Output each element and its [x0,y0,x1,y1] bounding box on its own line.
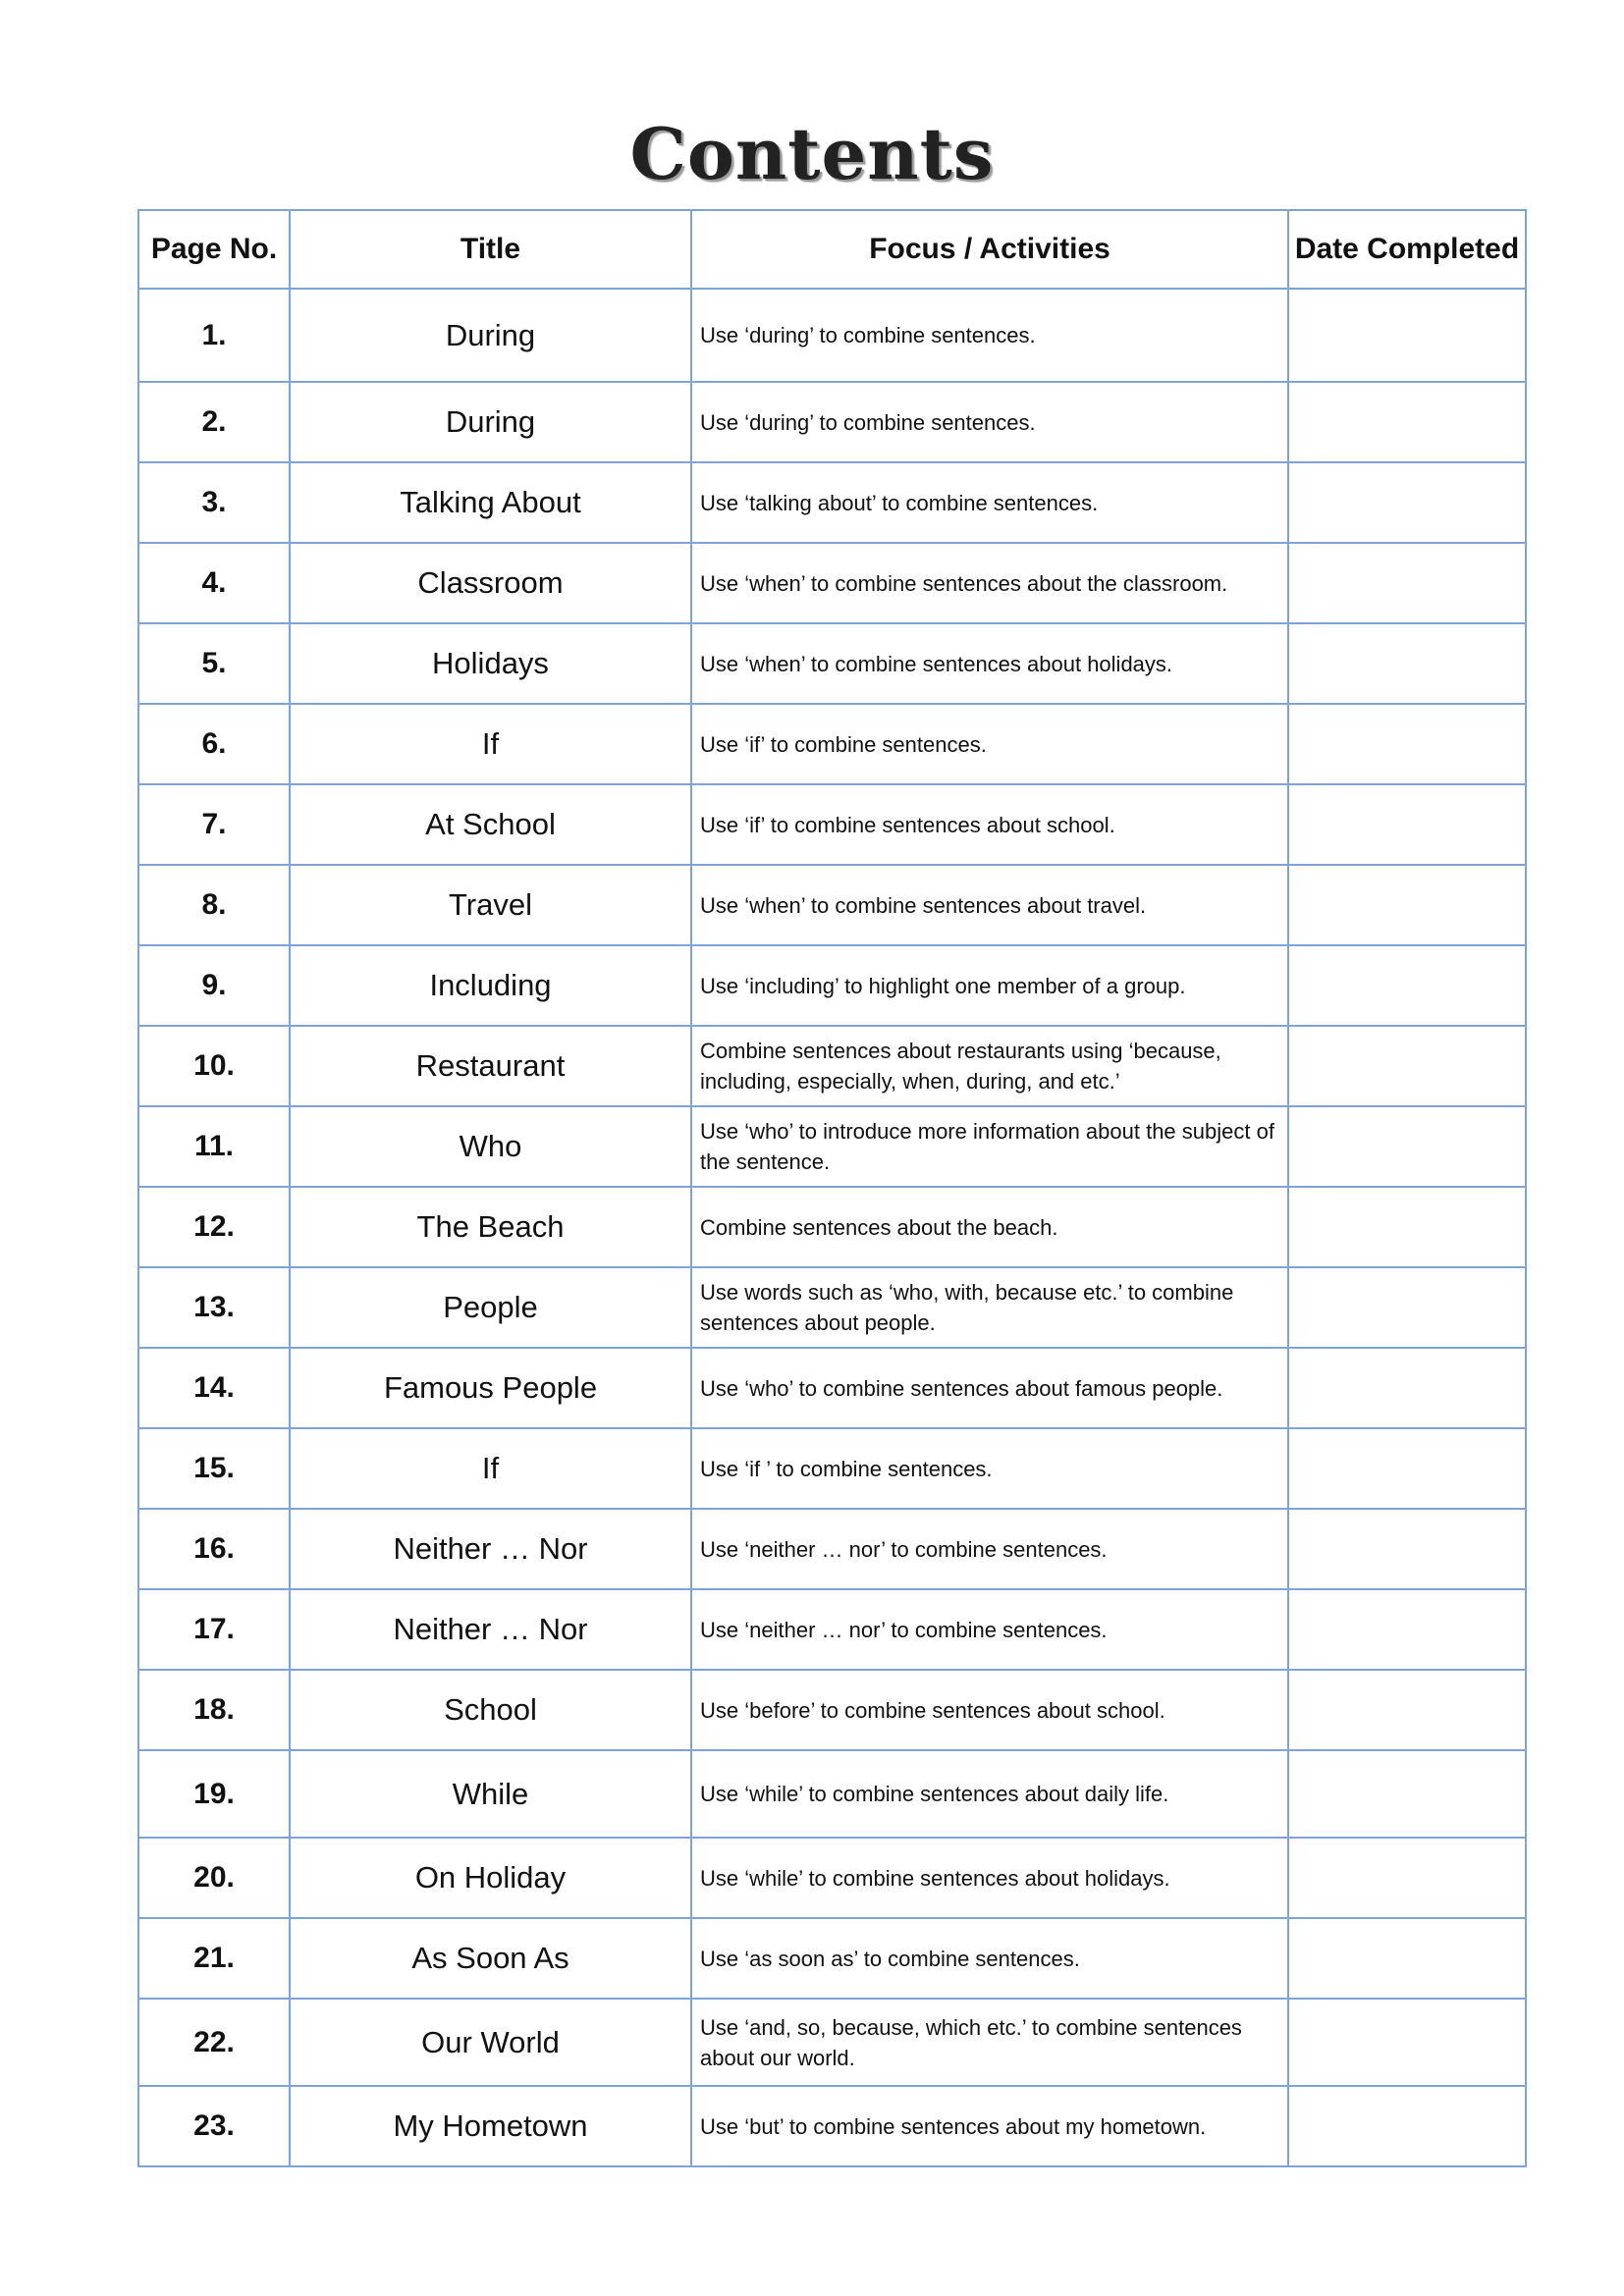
table-row [138,1348,1526,1428]
row-date-completed[interactable] [1288,1918,1526,1999]
header-row [138,210,1526,289]
row-page-number: 11. [138,1106,290,1187]
table-row [138,623,1526,704]
row-focus: Use words such as ‘who, with, because etc.’ to combine sentences about people. [691,1267,1288,1348]
row-focus: Use ‘while’ to combine sentences about holidays. [691,1838,1288,1918]
table-row [138,704,1526,784]
row-title: Talking About [290,462,691,543]
row-page-number: 2. [138,382,290,462]
row-page-number: 3. [138,462,290,543]
row-date-completed[interactable] [1288,1348,1526,1428]
row-title: My Hometown [290,2086,691,2166]
table-row [138,1026,1526,1106]
row-date-completed[interactable] [1288,382,1526,462]
header-date-completed: Date Completed [1288,210,1526,289]
row-focus: Combine sentences about the beach. [691,1187,1288,1267]
row-date-completed[interactable] [1288,2086,1526,2166]
row-title: Our World [290,1999,691,2086]
row-focus: Use ‘but’ to combine sentences about my hometown. [691,2086,1288,2166]
row-focus: Use ‘who’ to combine sentences about famous people. [691,1348,1288,1428]
row-focus: Use ‘if’ to combine sentences about school. [691,784,1288,865]
row-date-completed[interactable] [1288,1106,1526,1187]
row-page-number: 7. [138,784,290,865]
table-row [138,865,1526,945]
row-focus: Use ‘before’ to combine sentences about school. [691,1670,1288,1750]
table-row [138,1750,1526,1838]
row-page-number: 8. [138,865,290,945]
row-date-completed[interactable] [1288,945,1526,1026]
row-page-number: 15. [138,1428,290,1509]
row-page-number: 13. [138,1267,290,1348]
table-row [138,2086,1526,2166]
row-page-number: 5. [138,623,290,704]
row-date-completed[interactable] [1288,1509,1526,1589]
row-page-number: 23. [138,2086,290,2166]
row-date-completed[interactable] [1288,1026,1526,1106]
row-page-number: 16. [138,1509,290,1589]
row-title: While [290,1750,691,1838]
table-row [138,1106,1526,1187]
row-page-number: 22. [138,1999,290,2086]
table-row [138,543,1526,623]
row-focus: Use ‘when’ to combine sentences about travel. [691,865,1288,945]
table-row [138,1999,1526,2086]
row-title: Including [290,945,691,1026]
table-row [138,945,1526,1026]
contents-rows [138,289,1526,2166]
table-row [138,1589,1526,1670]
row-focus: Use ‘during’ to combine sentences. [691,382,1288,462]
row-title: If [290,1428,691,1509]
row-title: At School [290,784,691,865]
row-page-number: 9. [138,945,290,1026]
row-date-completed[interactable] [1288,289,1526,382]
row-title: People [290,1267,691,1348]
table-row [138,1838,1526,1918]
row-date-completed[interactable] [1288,623,1526,704]
table-row [138,289,1526,382]
table-row [138,1187,1526,1267]
row-date-completed[interactable] [1288,1999,1526,2086]
row-date-completed[interactable] [1288,462,1526,543]
table-row [138,1918,1526,1999]
row-page-number: 4. [138,543,290,623]
row-title: The Beach [290,1187,691,1267]
row-title: Who [290,1106,691,1187]
row-focus: Combine sentences about restaurants using ‘because, including, especially, when, during, and etc.’ [691,1026,1288,1106]
row-date-completed[interactable] [1288,1428,1526,1509]
row-date-completed[interactable] [1288,865,1526,945]
row-focus: Use ‘neither … nor’ to combine sentences. [691,1509,1288,1589]
row-title: During [290,289,691,382]
row-title: On Holiday [290,1838,691,1918]
row-title: As Soon As [290,1918,691,1999]
row-focus: Use ‘if’ to combine sentences. [691,704,1288,784]
row-focus: Use ‘during’ to combine sentences. [691,289,1288,382]
row-focus: Use ‘and, so, because, which etc.’ to combine sentences about our world. [691,1999,1288,2086]
row-page-number: 10. [138,1026,290,1106]
row-page-number: 6. [138,704,290,784]
table-row [138,1670,1526,1750]
row-focus: Use ‘talking about’ to combine sentences. [691,462,1288,543]
row-focus: Use ‘including’ to highlight one member of a group. [691,945,1288,1026]
row-focus: Use ‘when’ to combine sentences about the classroom. [691,543,1288,623]
row-date-completed[interactable] [1288,1750,1526,1838]
row-page-number: 1. [138,289,290,382]
row-date-completed[interactable] [1288,1267,1526,1348]
row-title: Neither … Nor [290,1509,691,1589]
row-title: Famous People [290,1348,691,1428]
row-focus: Use ‘as soon as’ to combine sentences. [691,1918,1288,1999]
row-title: If [290,704,691,784]
row-date-completed[interactable] [1288,704,1526,784]
row-page-number: 20. [138,1838,290,1918]
header-title: Title [290,210,691,289]
row-title: Travel [290,865,691,945]
row-date-completed[interactable] [1288,1589,1526,1670]
row-date-completed[interactable] [1288,784,1526,865]
table-row [138,462,1526,543]
row-page-number: 12. [138,1187,290,1267]
contents-table [137,209,1527,2167]
row-focus: Use ‘when’ to combine sentences about holidays. [691,623,1288,704]
row-focus: Use ‘while’ to combine sentences about daily life. [691,1750,1288,1838]
row-title: Classroom [290,543,691,623]
row-page-number: 18. [138,1670,290,1750]
row-focus: Use ‘neither … nor’ to combine sentences. [691,1589,1288,1670]
page-title: Contents [629,112,995,195]
table-row [138,784,1526,865]
row-date-completed[interactable] [1288,1670,1526,1750]
row-focus: Use ‘if ’ to combine sentences. [691,1428,1288,1509]
row-date-completed[interactable] [1288,1838,1526,1918]
row-title: Holidays [290,623,691,704]
table-row [138,1428,1526,1509]
table-row [138,1509,1526,1589]
header-focus: Focus / Activities [691,210,1288,289]
row-page-number: 19. [138,1750,290,1838]
row-title: During [290,382,691,462]
row-title: Neither … Nor [290,1589,691,1670]
header-page-no: Page No. [138,210,290,289]
row-date-completed[interactable] [1288,543,1526,623]
row-title: School [290,1670,691,1750]
row-page-number: 21. [138,1918,290,1999]
table-row [138,1267,1526,1348]
row-page-number: 14. [138,1348,290,1428]
row-title: Restaurant [290,1026,691,1106]
table-row [138,382,1526,462]
row-page-number: 17. [138,1589,290,1670]
row-date-completed[interactable] [1288,1187,1526,1267]
row-focus: Use ‘who’ to introduce more information about the subject of the sentence. [691,1106,1288,1187]
